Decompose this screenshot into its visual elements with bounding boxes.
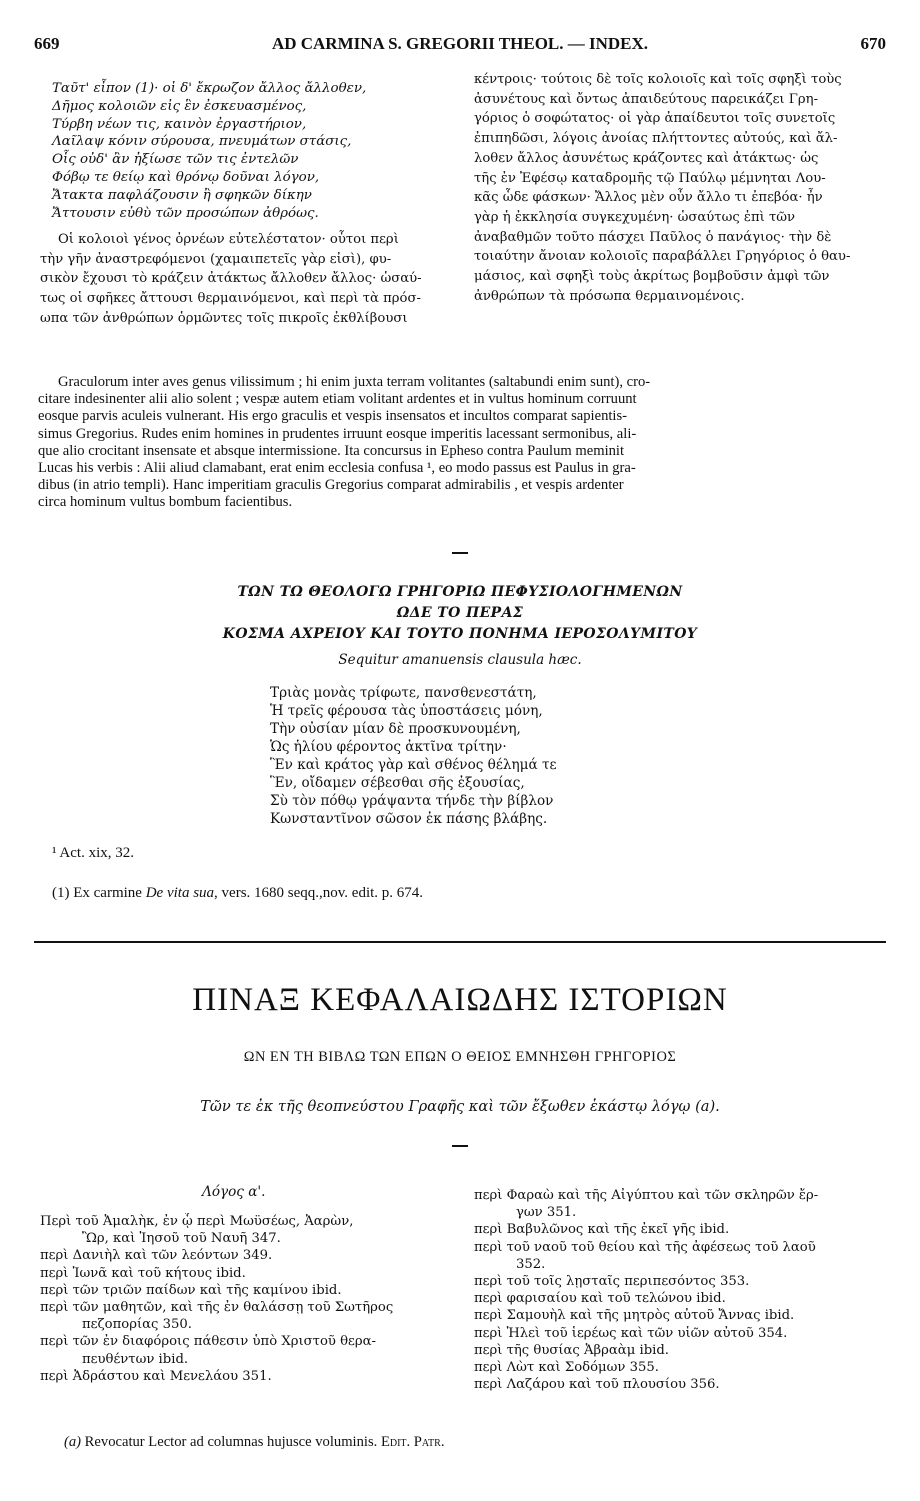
prose-line: τῆς ἐν Ἐφέσῳ καταδρομῆς τῷ Παύλῳ μέμνηται Λου-	[474, 170, 826, 186]
index-entry: περὶ φαρισαίου καὶ τοῦ τελώνου ibid.	[474, 1291, 726, 1307]
section-rule	[34, 941, 886, 943]
amanuensis-note: Sequitur amanuensis clausula hæc.	[338, 652, 582, 668]
index-main-title: ΠΙΝΑΞ ΚΕΦΑΛΑΙΩΔΗΣ ΙΣΤΟΡΙΩΝ	[192, 982, 728, 1018]
prose-line: τως οἱ σφῆκες ἄττουσι θερμαινόμενοι, καὶ περὶ τὰ πρόσ-	[40, 291, 421, 307]
footnote-carmine	[52, 885, 423, 902]
prose-line: γὰρ ἡ ἐκκλησία συγκεχυμένη· ὡσαύτως ἐπὶ τῶν	[474, 209, 796, 225]
index-entry: περὶ Σαμουὴλ καὶ τῆς μητρὸς αὐτοῦ Ἄννας ibid.	[474, 1308, 795, 1324]
poem-line: Ἓν, οἴδαμεν σέβεσθαι σῆς ἐξουσίας,	[270, 775, 525, 791]
verse-line: Δῆμος κολοιῶν εἰς ἓν ἐσκευασμένος,	[52, 98, 307, 114]
prose-line: κέντροις· τούτοις δὲ τοῖς κολοιοῖς καὶ τοῖς σφηξὶ τοὺς	[474, 72, 842, 87]
prose-line: ἀνθρώπων τὰ πρόσωπα θερμαινομένοις.	[474, 288, 745, 304]
note-text: Revocatur Lector ad columnas hujusce voluminis.	[81, 1434, 381, 1450]
footnote-text: (1) Ex carmine	[52, 885, 146, 901]
prose-line: ἀσυνέτους καὶ ὄντως ἀπαιδεύτους παρεικάζει Γρη-	[474, 91, 819, 107]
colophon-heading	[0, 582, 920, 645]
footnote-work-title: De vita sua	[145, 885, 215, 901]
verse-line: Λαῖλαψ κόνιν σύρουσα, πνευμάτων στάσις,	[52, 134, 352, 150]
latin-line: que alio crocitant insensate et absque intermissione. Ita concursus in Epheso contra Paulum meminit	[38, 442, 625, 459]
latin-line: eosque parvis aculeis vulnerant. His ergo graculis et vespis insensatos et incultos comparat sapientis-	[38, 408, 628, 425]
index-right-column	[474, 1187, 886, 1393]
left-verse-block	[52, 80, 452, 222]
colophon-line: ΚΟΣΜΑ ΑΧΡΕΙΟΥ ΚΑΙ ΤΟΥΤΟ ΠΟΝΗΜΑ ΙΕΡΟΣΟΛΥΜΙΤΟΥ	[222, 626, 698, 642]
poem-line: Ὡς ἡλίου φέροντος ἀκτῖνα τρίτην·	[270, 739, 507, 755]
index-entry: περὶ Δανιὴλ καὶ τῶν λεόντων 349.	[40, 1248, 273, 1264]
index-entry: περὶ τῶν μαθητῶν, καὶ τῆς ἐν θαλάσσῃ τοῦ Σωτῆρος	[40, 1300, 394, 1316]
prose-line: τὴν γῆν ἀναστρεφόμενοι (χαμαιπετεῖς γὰρ εἰσὶ), φυ-	[40, 251, 392, 267]
verse-line: Ἄττουσιν εὐθὺ τῶν προσώπων ἀθρόως.	[52, 205, 319, 221]
poem-line: Ἓν καὶ κράτος γὰρ καὶ σθένος θέλημά τε	[270, 757, 557, 773]
index-entry: περὶ Ἠλεὶ τοῦ ἱερέως καὶ τῶν υἱῶν αὐτοῦ 354.	[474, 1325, 788, 1341]
latin-line: simus Gregorius. Rudes enim homines in prudentes irruunt eosque imperitis lacessant sermonibus, ali-	[38, 425, 637, 442]
latin-line: Graculorum inter aves genus vilissimum ; hi enim juxta terram volitantes (saltabundi enim sunt), cro-	[58, 374, 651, 390]
prose-line: λοθεν ἄλλος ἀσυνέτως κράζοντες καὶ ἀτάκτως· ὡς	[474, 150, 819, 166]
poem-line: Κωνσταντῖνον σῶσον ἐκ πάσης βλάβης.	[270, 811, 548, 827]
index-entry: περὶ Λαζάρου καὶ τοῦ πλουσίου 356.	[474, 1377, 720, 1393]
index-entry: περὶ τῆς θυσίας Ἀβραὰμ ibid.	[474, 1342, 669, 1358]
index-subtitle-block	[0, 1046, 920, 1066]
latin-line: Lucas his verbis : Alii aliud clamabant, erat enim ecclesia confusa ¹, eo modo passus est Paulus in gra-	[38, 460, 636, 477]
index-italic-block	[0, 1096, 920, 1115]
running-header	[34, 34, 886, 58]
right-prose-block	[474, 70, 886, 306]
index-heading-logos-a: Λόγος α'.	[202, 1184, 266, 1200]
index-entry: περὶ τοῦ τοῖς λῃσταῖς περιπεσόντος 353.	[474, 1274, 750, 1290]
index-entry: περὶ Ἀδράστου καὶ Μενελάου 351.	[40, 1368, 272, 1384]
section-dash	[452, 1145, 468, 1147]
page-number-left: 669	[34, 34, 60, 53]
prose-line: σικὸν ἔχουσι τὸ κράζειν ἀτάκτως ἄλλοθεν ἄλλος· ὡσαύ-	[40, 271, 422, 287]
prose-line: τοιαύτην ἄνοιαν κολοιοῖς παραβάλλει Γρηγόριος ὁ θαυ-	[474, 249, 851, 265]
running-title: AD CARMINA S. GREGORII THEOL. — INDEX.	[271, 34, 649, 53]
index-entry-cont: πεζοπορίας 350.	[82, 1317, 192, 1333]
poem-line: Ἡ τρεῖς φέρουσα τὰς ὑποστάσεις μόνη,	[270, 703, 543, 719]
left-prose-block	[40, 230, 454, 329]
latin-line: circa hominum vultus bombum facientibus.	[38, 494, 293, 511]
verse-line: Οἷς οὐδ' ἂν ἠξίωσε τῶν τις ἐντελῶν	[52, 152, 299, 168]
footnote-text: , vers. 1680 seqq.,nov. edit. p. 674.	[214, 885, 424, 901]
prose-line: ἀναβαθμῶν τοῦτο πάσχει Παῦλος ὁ πανάγιος· τὴν δὲ	[474, 229, 832, 245]
colophon-line: ΤΩΝ ΤΩ ΘΕΟΛΟΓΩ ΓΡΗΓΟΡΙΩ ΠΕΦΥΣΙΟΛΟΓΗΜΕΝΩΝ	[237, 584, 683, 600]
verse-line: Ἄτακτα παφλάζουσιν ἢ σφηκῶν δίκην	[52, 187, 312, 203]
verse-line: Φόβῳ τε θείῳ καὶ θρόνῳ δοῦναι λόγον,	[52, 169, 320, 185]
verse-line: Ταῦτ' εἶπον (1)· οἱ δ' ἔκρωζον ἄλλος ἄλλοθεν,	[52, 81, 367, 96]
index-italic-subtitle: Τῶν τε ἐκ τῆς θεοπνεύστου Γραφῆς καὶ τῶν ἔξωθεν ἑκάστῳ λόγῳ (a).	[200, 1098, 720, 1115]
index-title	[0, 982, 920, 1019]
amanuensis-poem	[270, 684, 690, 828]
colophon-line: ΩΔΕ ΤΟ ΠΕΡΑΣ	[396, 605, 524, 621]
prose-line: μάσιος, καὶ σφηξὶ τοὺς ἀκρίτως βομβοῦσιν ἀμφὶ τῶν	[474, 269, 830, 285]
note-mark: (a)	[64, 1434, 82, 1450]
index-entry-cont: Ὢρ, καὶ Ἰησοῦ τοῦ Ναυῆ 347.	[82, 1231, 281, 1247]
prose-line: ωπα τῶν ἀνθρώπων ὁρμῶντες τοῖς πικροῖς ἐκθλίβουσι	[40, 310, 408, 326]
prose-line: ἐπιπηδῶσι, λόγοις ἀνοίας πλήττοντες αὐτούς, καὶ ἄλ-	[474, 131, 838, 147]
latin-translation	[38, 374, 886, 512]
page-number-right: 670	[860, 34, 886, 53]
index-entry-cont: 352.	[516, 1256, 546, 1272]
index-entry: περὶ Βαβυλῶνος καὶ τῆς ἐκεῖ γῆς ibid.	[474, 1222, 730, 1238]
index-entry-cont: γων 351.	[516, 1205, 577, 1221]
prose-line: κᾶς ὧδε φάσκων· Ἄλλος μὲν οὖν ἄλλο τι ἐπεβόα· ἦν	[474, 190, 823, 206]
latin-line: citare indesinenter alii alio solent ; vespæ autem etiam volitant ardentes et in vultus hominum corruunt	[38, 391, 637, 408]
editorial-note	[64, 1434, 444, 1451]
latin-line: dibus (in atrio templi). Hanc imperitiam graculis Gregorius comparat admirabilis , et vespis ardenter	[38, 477, 624, 494]
index-entry: περὶ Ἰωνᾶ καὶ τοῦ κήτους ibid.	[40, 1265, 246, 1281]
index-entry: περὶ τοῦ ναοῦ τοῦ θείου καὶ τῆς ἀφέσεως τοῦ λαοῦ	[474, 1239, 816, 1255]
index-entry: Περὶ τοῦ Ἀμαλὴκ, ἐν ᾧ περὶ Μωϋσέως, Ἀαρὼν,	[40, 1214, 354, 1229]
index-entry: περὶ Λὼτ καὶ Σοδόμων 355.	[474, 1360, 659, 1376]
note-signature: Edit. Patr.	[380, 1434, 445, 1450]
index-subtitle: ΩΝ ΕΝ ΤΗ ΒΙΒΛΩ ΤΩΝ ΕΠΩΝ Ο ΘΕΙΟΣ ΕΜΝΗΣΘΗ ΓΡΗΓΟΡΙΟΣ	[243, 1049, 677, 1065]
index-entry-cont: πευθέντων ibid.	[82, 1351, 189, 1367]
section-dash	[452, 552, 468, 554]
verse-line: Τύρβη νέων τις, καινὸν ἐργαστήριον,	[52, 116, 307, 132]
poem-line: Σὺ τὸν πόθῳ γράψαντα τήνδε τὴν βίβλον	[270, 793, 554, 809]
index-entry: περὶ τῶν τριῶν παίδων καὶ τῆς καμίνου ibid.	[40, 1282, 342, 1298]
prose-line: Οἱ κολοιοὶ γένος ὀρνέων εὐτελέστατον· οὗτοι περὶ	[58, 232, 399, 247]
index-left-column	[40, 1213, 458, 1385]
footnote-act: ¹ Act. xix, 32.	[52, 845, 134, 861]
index-entry: περὶ Φαραὼ καὶ τῆς Αἰγύπτου καὶ τῶν σκληρῶν ἔρ-	[474, 1188, 819, 1203]
index-entry: περὶ τῶν ἐν διαφόροις πάθεσιν ὑπὸ Χριστοῦ θερα-	[40, 1334, 376, 1350]
prose-line: γόριος ὁ σοφώτατος· οἱ γὰρ ἀπαίδευτοι τοῖς συνετοῖς	[474, 111, 836, 127]
poem-line: Τριὰς μονὰς τρίφωτε, πανσθενεστάτη,	[270, 685, 537, 701]
poem-line: Τὴν οὐσίαν μίαν δὲ προσκυνουμένη,	[270, 721, 521, 737]
